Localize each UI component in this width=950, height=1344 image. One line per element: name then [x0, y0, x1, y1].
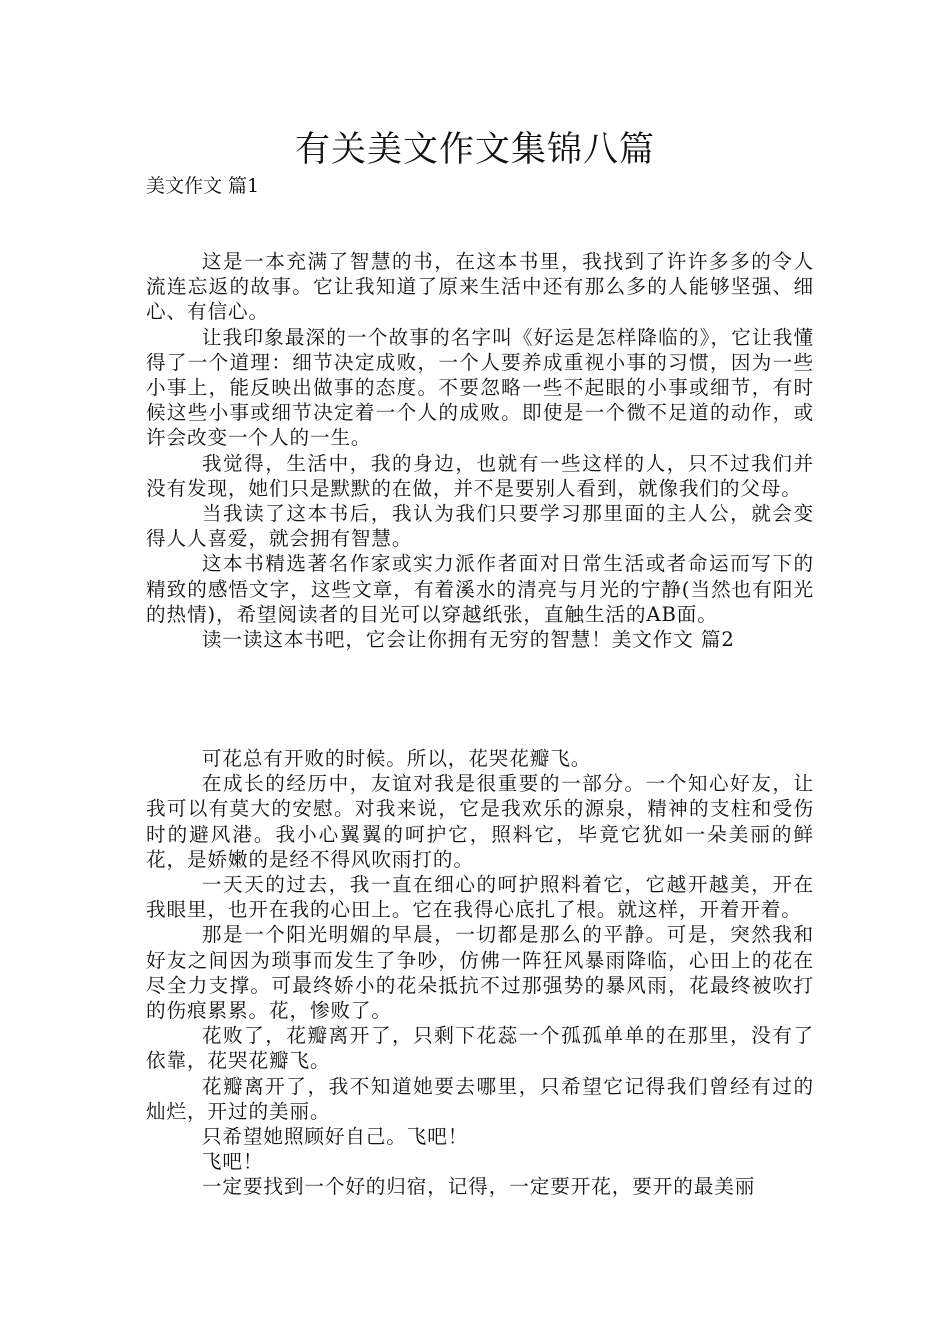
paragraph: 花败了，花瓣离开了，只剩下花蕊一个孤孤单单的在那里，没有了依靠，花哭花瓣飞。: [146, 1024, 814, 1073]
paragraph: 只希望她照顾好自己。飞吧！: [201, 1125, 469, 1149]
paragraph: 一天天的过去，我一直在细心的呵护照料着它，它越开越美，开在我眼里，也开在我的心田上。它在我得心底扎了根。就这样，开着开着。: [146, 873, 814, 922]
paragraph: 飞吧！: [201, 1150, 264, 1174]
section-2-body: [146, 746, 814, 1200]
paragraph: 当我读了这本书后，我认为我们只要学习那里面的主人公，就会变得人人喜爱，就会拥有智慧。: [146, 502, 814, 551]
section-1-body: [146, 249, 814, 652]
paragraph: 让我印象最深的一个故事的名字叫《好运是怎样降临的》，它让我懂得了一个道理：细节决定成败，一个人要养成重视小事的习惯，因为一些小事上，能反映出做事的态度。不要忽略一些不起眼的小事或细节，有时候这些小事或细节决定着一个人的成败。即使是一个微不足道的动作，或许会改变一个人的一生。: [146, 325, 814, 450]
paragraph: 可花总有开败的时候。所以，花哭花瓣飞。: [201, 747, 592, 770]
document-title: 有关美文作文集锦八篇: [294, 130, 655, 170]
paragraph: 我觉得，生活中，我的身边，也就有一些这样的人，只不过我们并没有发现，她们只是默默的在做，并不是要别人看到，就像我们的父母。: [146, 451, 814, 500]
paragraph: 这是一本充满了智慧的书，在这本书里，我找到了许许多多的令人流连忘返的故事。它让我知道了原来生活中还有那么多的人能够坚强、细心、有信心。: [146, 250, 814, 324]
paragraph: 读一读这本书吧，它会让你拥有无穷的智慧！美文作文 篇2: [201, 628, 735, 652]
paragraph: 花瓣离开了，我不知道她要去哪里，只希望它记得我们曾经有过的灿烂，开过的美丽。: [146, 1074, 814, 1123]
section-1-heading: 美文作文 篇1: [146, 175, 260, 197]
paragraph: 这本书精选著名作家或实力派作者面对日常生活或者命运而写下的精致的感悟文字，这些文章，有着溪水的清亮与月光的宁静(当然也有阳光的热情)，希望阅读者的目光可以穿越纸张，直触生活的AB面。: [146, 552, 814, 626]
paragraph: 那是一个阳光明媚的早晨，一切都是那么的平静。可是，突然我和好友之间因为琐事而发生了争吵，仿佛一阵狂风暴雨降临，心田上的花在尽全力支撑。可最终娇小的花朵抵抗不过那强势的暴风雨，花最终被吹打的伤痕累累。花，惨败了。: [146, 923, 814, 1023]
paragraph: 在成长的经历中，友谊对我是很重要的一部分。一个知心好友，让我可以有莫大的安慰。对我来说，它是我欢乐的源泉，精神的支柱和受伤时的避风港。我小心翼翼的呵护它，照料它，毕竟它犹如一朵美丽的鲜花，是娇嫩的是经不得风吹雨打的。: [146, 772, 814, 871]
paragraph: 一定要找到一个好的归宿，记得，一定要开花，要开的最美丽: [201, 1175, 756, 1199]
